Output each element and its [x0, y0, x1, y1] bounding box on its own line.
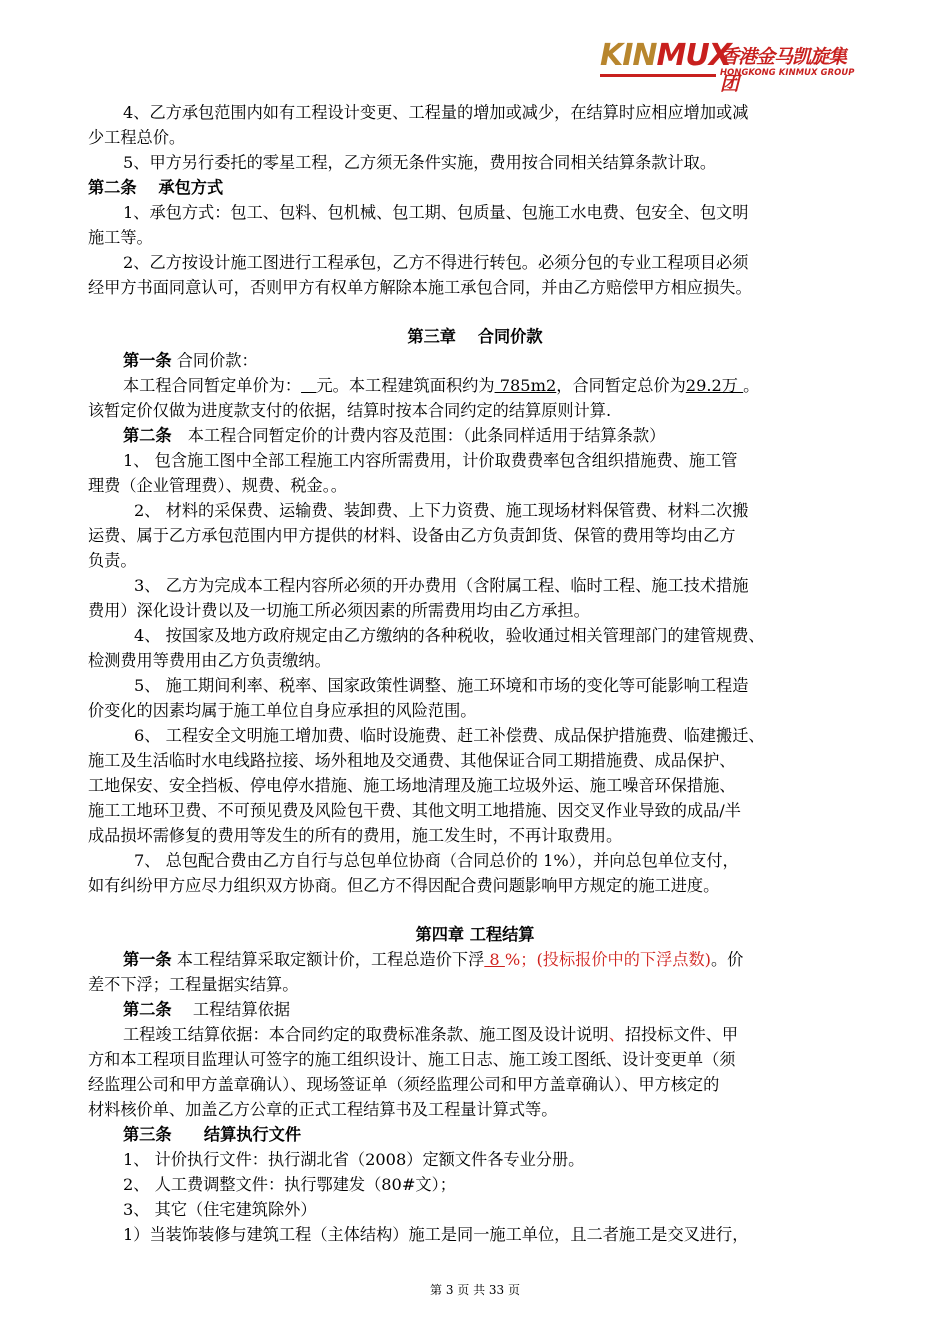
text-line: 方和本工程项目监理认可签字的施工组织设计、施工日志、施工竣工图纸、设计变更单（须 — [88, 1050, 736, 1069]
text-line: 工程竣工结算依据：本合同约定的取费标准条款、施工图及设计说明、招投标文件、甲 — [123, 1025, 739, 1044]
company-logo — [600, 38, 862, 95]
text-line: 1、承包方式：包工、包料、包机械、包工期、包质量、包施工水电费、包安全、包文明 — [123, 203, 749, 222]
text-line: 1、 包含施工图中全部工程施工内容所需费用，计价取费费率包含组织措施费、施工管 — [123, 451, 738, 470]
text-line: 经甲方书面同意认可，否则甲方有权单方解除本施工承包合同，并由乙方赔偿甲方相应损失。 — [88, 278, 752, 297]
text-line: 第二条 本工程合同暂定价的计费内容及范围：（此条同样适用于结算条款） — [123, 426, 666, 445]
text-line: 3、 其它（住宅建筑除外） — [123, 1200, 317, 1219]
text-line: 1）当装饰装修与建筑工程（主体结构）施工是同一施工单位，且二者施工是交叉进行， — [123, 1225, 749, 1244]
text-line: 如有纠纷甲方应尽力组织双方协商。但乙方不得因配合费问题影响甲方规定的施工进度。 — [88, 876, 720, 895]
text-line: 7、 总包配合费由乙方自行与总包单位协商（合同总价的 1%），并向总包单位支付， — [134, 851, 739, 870]
text-line: 运费、属于乙方承包范围内甲方提供的材料、设备由乙方负责卸货、保管的费用等均由乙方 — [88, 526, 736, 545]
text-line: 少工程总价。 — [88, 128, 186, 147]
chapter-title: 第四章 工程结算 — [415, 925, 535, 944]
text-line: 2、 人工费调整文件：执行鄂建发（80#文）； — [123, 1175, 456, 1194]
text-line: 4、乙方承包范围内如有工程设计变更、工程量的增加或减少，在结算时应相应增加或减 — [123, 103, 749, 122]
logo-wordmark: KINMUX — [600, 38, 731, 73]
chapter-title: 第三章 合同价款 — [407, 327, 543, 346]
text-line: 施工工地环卫费、不可预见费及风险包干费、其他文明工地措施、因交叉作业导致的成品/半 — [88, 801, 741, 820]
text-line: 2、乙方按设计施工图进行工程承包，乙方不得进行转包。必须分包的专业工程项目必须 — [123, 253, 749, 272]
text-line: 成品损坏需修复的费用等发生的所有的费用，施工发生时，不再计取费用。 — [88, 826, 623, 845]
logo-underline — [600, 74, 716, 77]
text-line: 价变化的因素均属于施工单位自身应承担的风险范围。 — [88, 701, 477, 720]
text-line: 费用）深化设计费以及一切施工所必须因素的所需费用均由乙方承担。 — [88, 601, 590, 620]
text-line: 该暂定价仅做为进度款支付的依据，结算时按本合同约定的结算原则计算. — [88, 401, 612, 420]
text-line: 施工及生活临时水电线路拉接、场外租地及交通费、其他保证合同工期措施费、成品保护、 — [88, 751, 736, 770]
text-line: 5、 施工期间利率、税率、国家政策性调整、施工环境和市场的变化等可能影响工程造 — [134, 676, 749, 695]
page-number: 第 3 页 共 33 页 — [430, 1283, 520, 1297]
text-line: 第一条 本工程结算采取定额计价，工程总造价下浮 8 %；(投标报价中的下浮点数)。价 — [123, 950, 744, 969]
text-line: 材料核价单、加盖乙方公章的正式工程结算书及工程量计算式等。 — [88, 1100, 558, 1119]
text-line: 施工等。 — [88, 228, 153, 247]
text-line: 经监理公司和甲方盖章确认）、现场签证单（须经监理公司和甲方盖章确认）、甲方核定的 — [88, 1075, 720, 1094]
text-line: 差不下浮；工程量据实结算。 — [88, 975, 299, 994]
logo-chinese-name: 香港金马凯旋集团 — [720, 46, 847, 95]
text-line: 负责。 — [88, 551, 137, 570]
article-heading: 第二条 承包方式 — [88, 178, 224, 197]
discount-value: 8 — [484, 950, 505, 969]
text-line: 工地保安、安全挡板、停电停水措施、施工场地清理及施工垃圾外运、施工噪音环保措施、 — [88, 776, 736, 795]
text-line: 第一条 合同价款： — [123, 351, 258, 370]
total-price-value: 29.2万 — [685, 376, 744, 395]
price-line: 本工程合同暂定单价为： 元。本工程建筑面积约为 785m2，合同暂定总价为29.2万 。 — [123, 376, 760, 395]
text-line: 1、 计价执行文件：执行湖北省（2008）定额文件各专业分册。 — [123, 1150, 585, 1169]
unit-price-blank — [301, 376, 316, 395]
area-value: 785m2 — [494, 376, 557, 395]
text-line: 4、 按国家及地方政府规定由乙方缴纳的各种税收，验收通过相关管理部门的建管规费、 — [134, 626, 765, 645]
text-line: 3、 乙方为完成本工程内容所必须的开办费用（含附属工程、临时工程、施工技术措施 — [134, 576, 749, 595]
logo-english-name: HONGKONG KINMUX GROUP — [720, 67, 855, 77]
text-line: 检测费用等费用由乙方负责缴纳。 — [88, 651, 331, 670]
text-line: 理费（企业管理费）、规费、税金。。 — [88, 476, 347, 495]
text-line: 第三条 结算执行文件 — [123, 1125, 302, 1144]
text-line: 5、甲方另行委托的零星工程，乙方须无条件实施，费用按合同相关结算条款计取。 — [123, 153, 717, 172]
text-line: 第二条 工程结算依据 — [123, 1000, 291, 1019]
text-line: 6、 工程安全文明施工增加费、临时设施费、赶工补偿费、成品保护措施费、临建搬迁、 — [134, 726, 765, 745]
text-line: 2、 材料的采保费、运输费、装卸费、上下力资费、施工现场材料保管费、材料二次搬 — [134, 501, 749, 520]
